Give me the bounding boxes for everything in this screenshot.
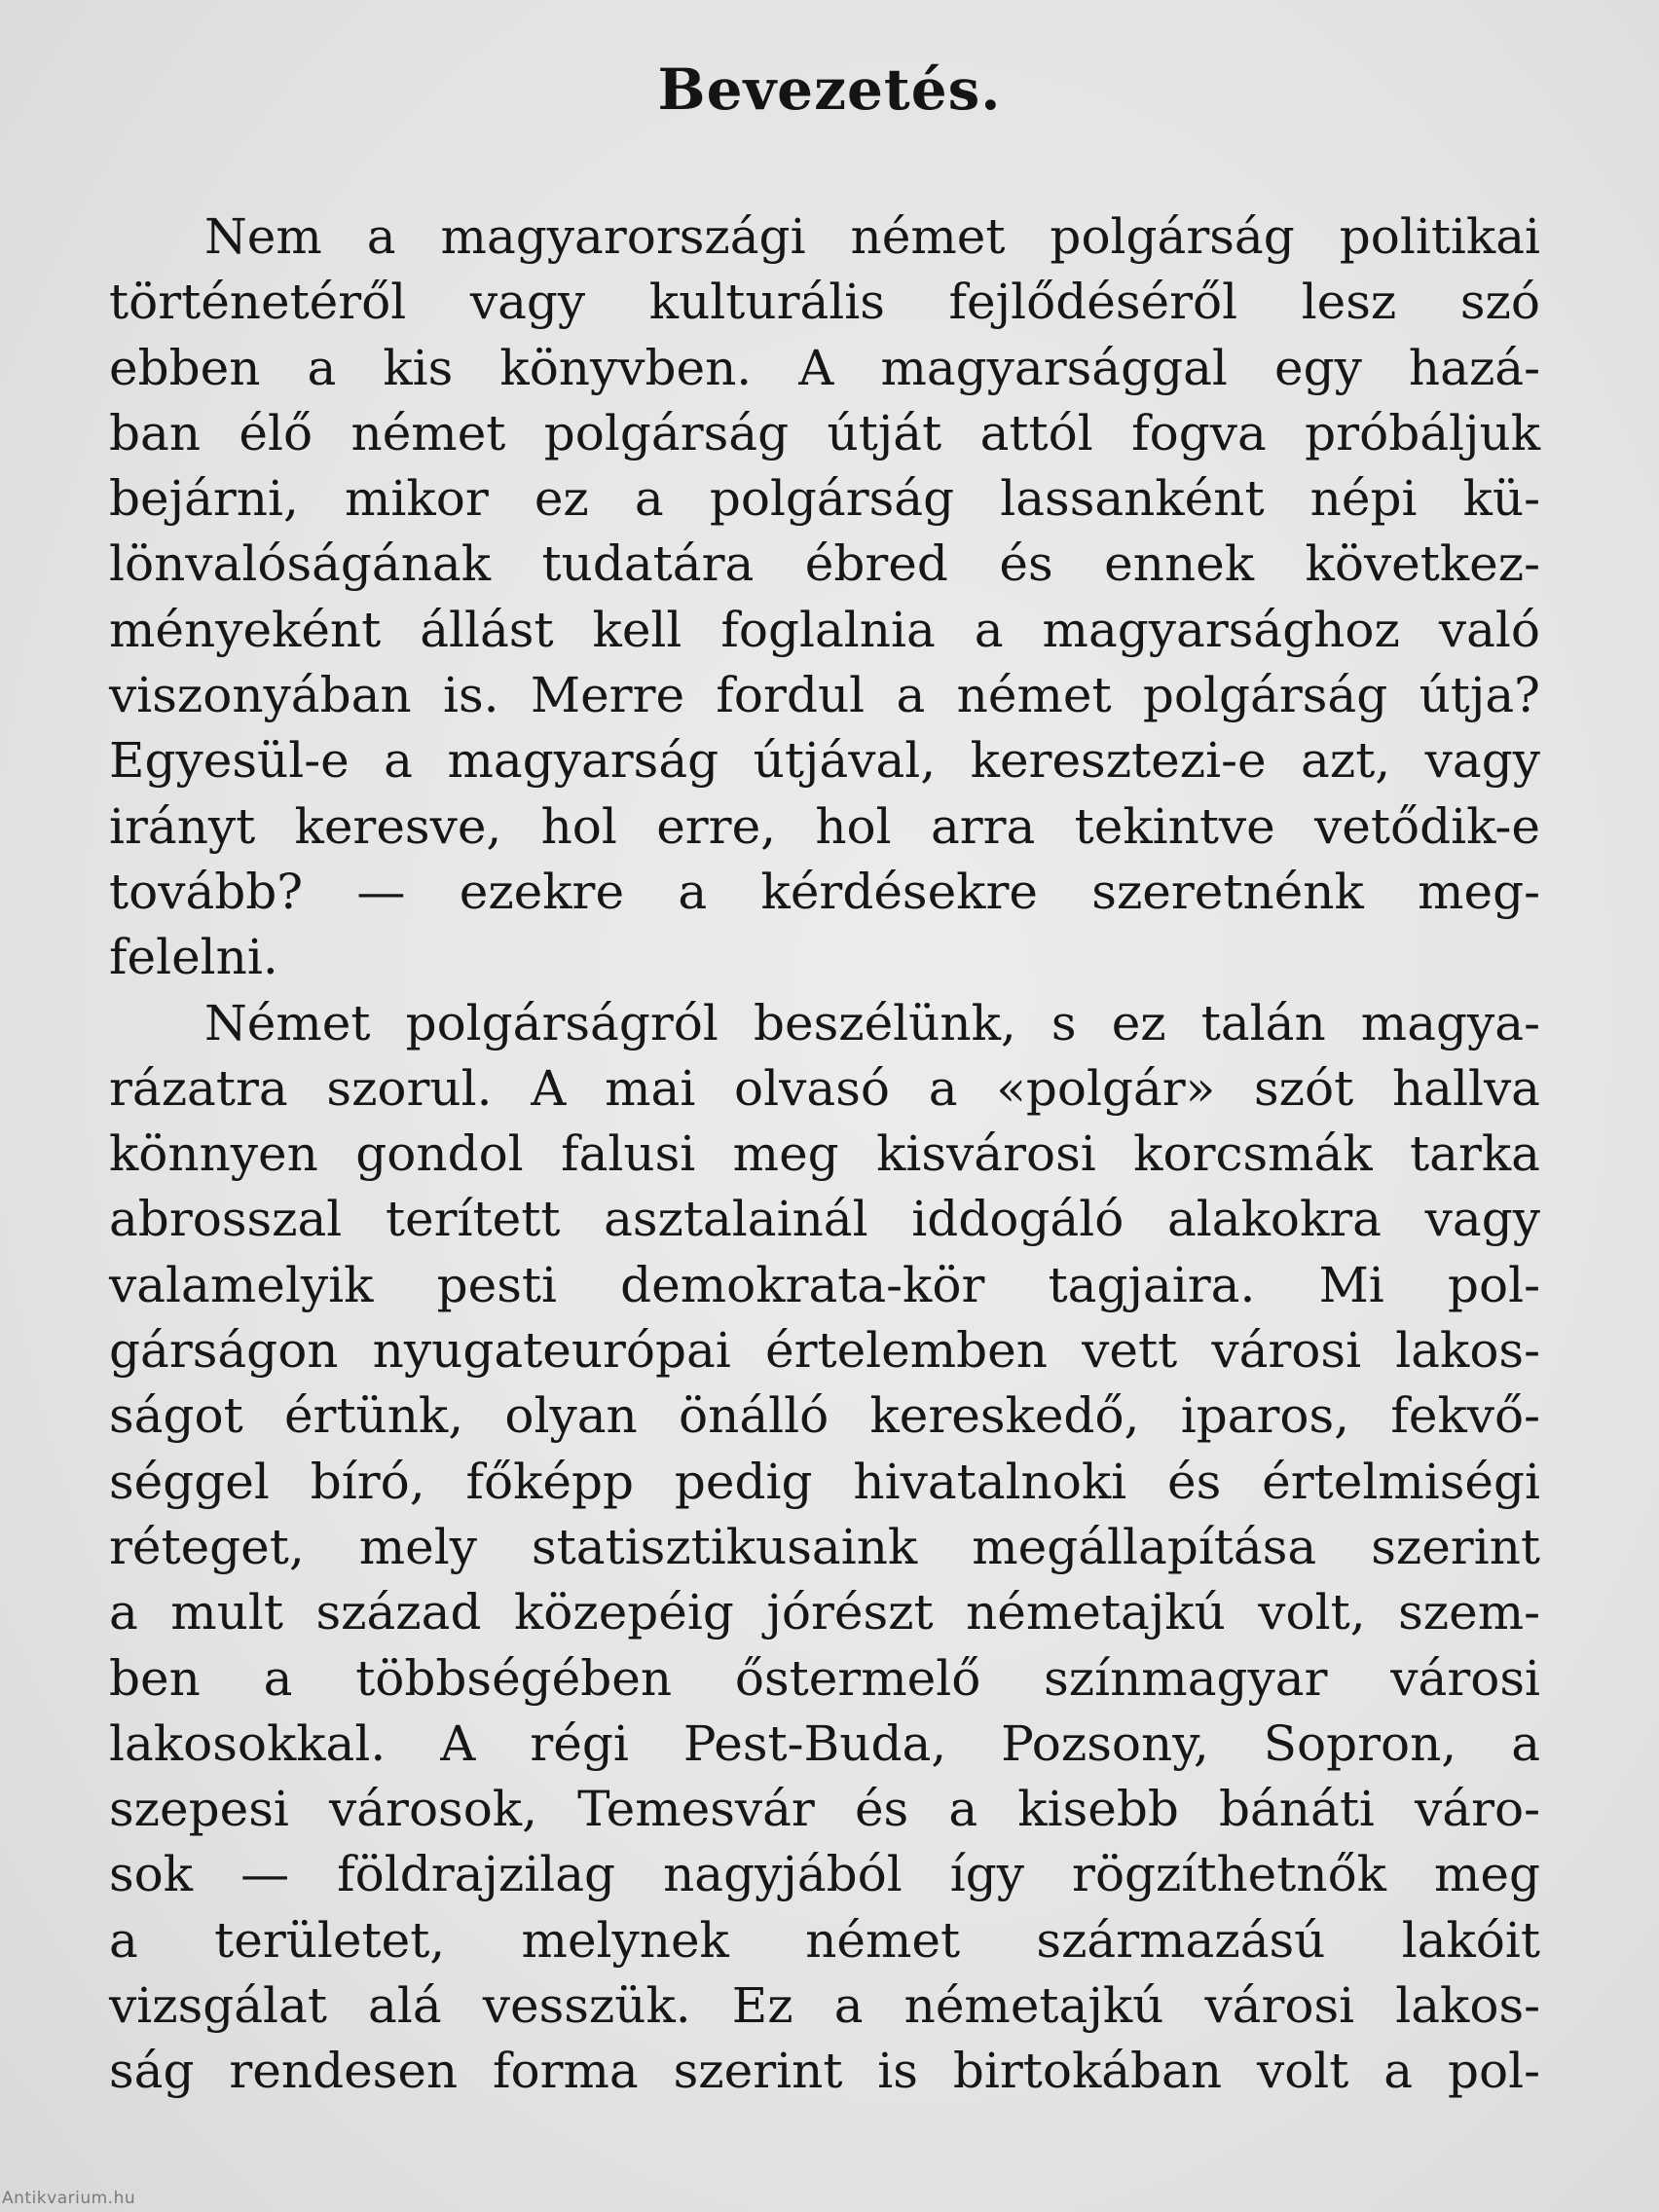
- text-line: bejárni, mikor ez a polgárság lassanként népi kü-: [109, 470, 1540, 528]
- text-line: ebben a kis könyvben. A magyarsággal egy hazá-: [109, 339, 1540, 396]
- text-line: lakosokkal. A régi Pest-Buda, Pozsony, Sopron, a: [109, 1714, 1540, 1772]
- text-line: valamelyik pesti demokrata-kör tagjaira. Mi pol-: [109, 1256, 1540, 1313]
- text-line: történetéről vagy kulturális fejlődéséről lesz szó: [109, 274, 1540, 331]
- text-line: a mult század közepéig jórészt németajkú volt, szem-: [109, 1584, 1540, 1641]
- text-line: ság rendesen forma szerint is birtokában volt a pol-: [109, 2043, 1540, 2100]
- text-line: felelni.: [109, 929, 278, 986]
- text-line: szepesi városok, Temesvár és a kisebb bánáti váro-: [109, 1781, 1540, 1838]
- text-line: réteget, mely statisztikusaink megállapítása szerint: [109, 1518, 1540, 1575]
- text-line: sok — földrajzilag nagyjából így rögzíthetnők meg: [109, 1846, 1540, 1903]
- text-line: séggel bíró, főképp pedig hivatalnoki és értelmiségi: [109, 1453, 1540, 1510]
- text-line: ben a többségében őstermelő színmagyar városi: [109, 1649, 1540, 1707]
- text-line: Nem a magyarországi német polgárság politikai: [204, 208, 1540, 265]
- text-line: irányt keresve, hol erre, hol arra tekintve vetődik-e: [109, 797, 1540, 855]
- chapter-title: Bevezetés.: [657, 56, 1002, 123]
- text-line: ságot értünk, olyan önálló kereskedő, iparos, fekvő-: [109, 1387, 1540, 1445]
- text-line: rázatra szorul. A mai olvasó a «polgár» szót hallva: [109, 1059, 1540, 1117]
- text-line: viszonyában is. Merre fordul a német polgárság útja?: [109, 667, 1540, 724]
- text-line: a területet, melynek német származású lakóit: [109, 1911, 1540, 1969]
- text-line: abrosszal terített asztalainál iddogáló alakokra vagy: [109, 1191, 1540, 1248]
- text-line: vizsgálat alá vesszük. Ez a németajkú városi lakos-: [109, 1977, 1540, 2035]
- text-line: könnyen gondol falusi meg kisvárosi korcsmák tarka: [109, 1125, 1540, 1183]
- text-line: Német polgárságról beszélünk, s ez talán magya-: [204, 994, 1540, 1051]
- text-line: ban élő német polgárság útját attól fogva próbáljuk: [109, 404, 1540, 461]
- text-line: tovább? — ezekre a kérdésekre szeretnénk meg-: [109, 863, 1540, 920]
- text-line: gárságon nyugateurópai értelemben vett városi lakos-: [109, 1322, 1540, 1380]
- text-line: ményeként állást kell foglalnia a magyarsághoz való: [109, 601, 1540, 658]
- text-line: lönvalóságának tudatára ébred és ennek következ-: [109, 535, 1540, 593]
- text-line: Egyesül-e a magyarság útjával, keresztezi-e azt, vagy: [109, 732, 1540, 790]
- watermark: Antikvarium.hu: [2, 2189, 136, 2208]
- body-text: [109, 204, 1540, 2105]
